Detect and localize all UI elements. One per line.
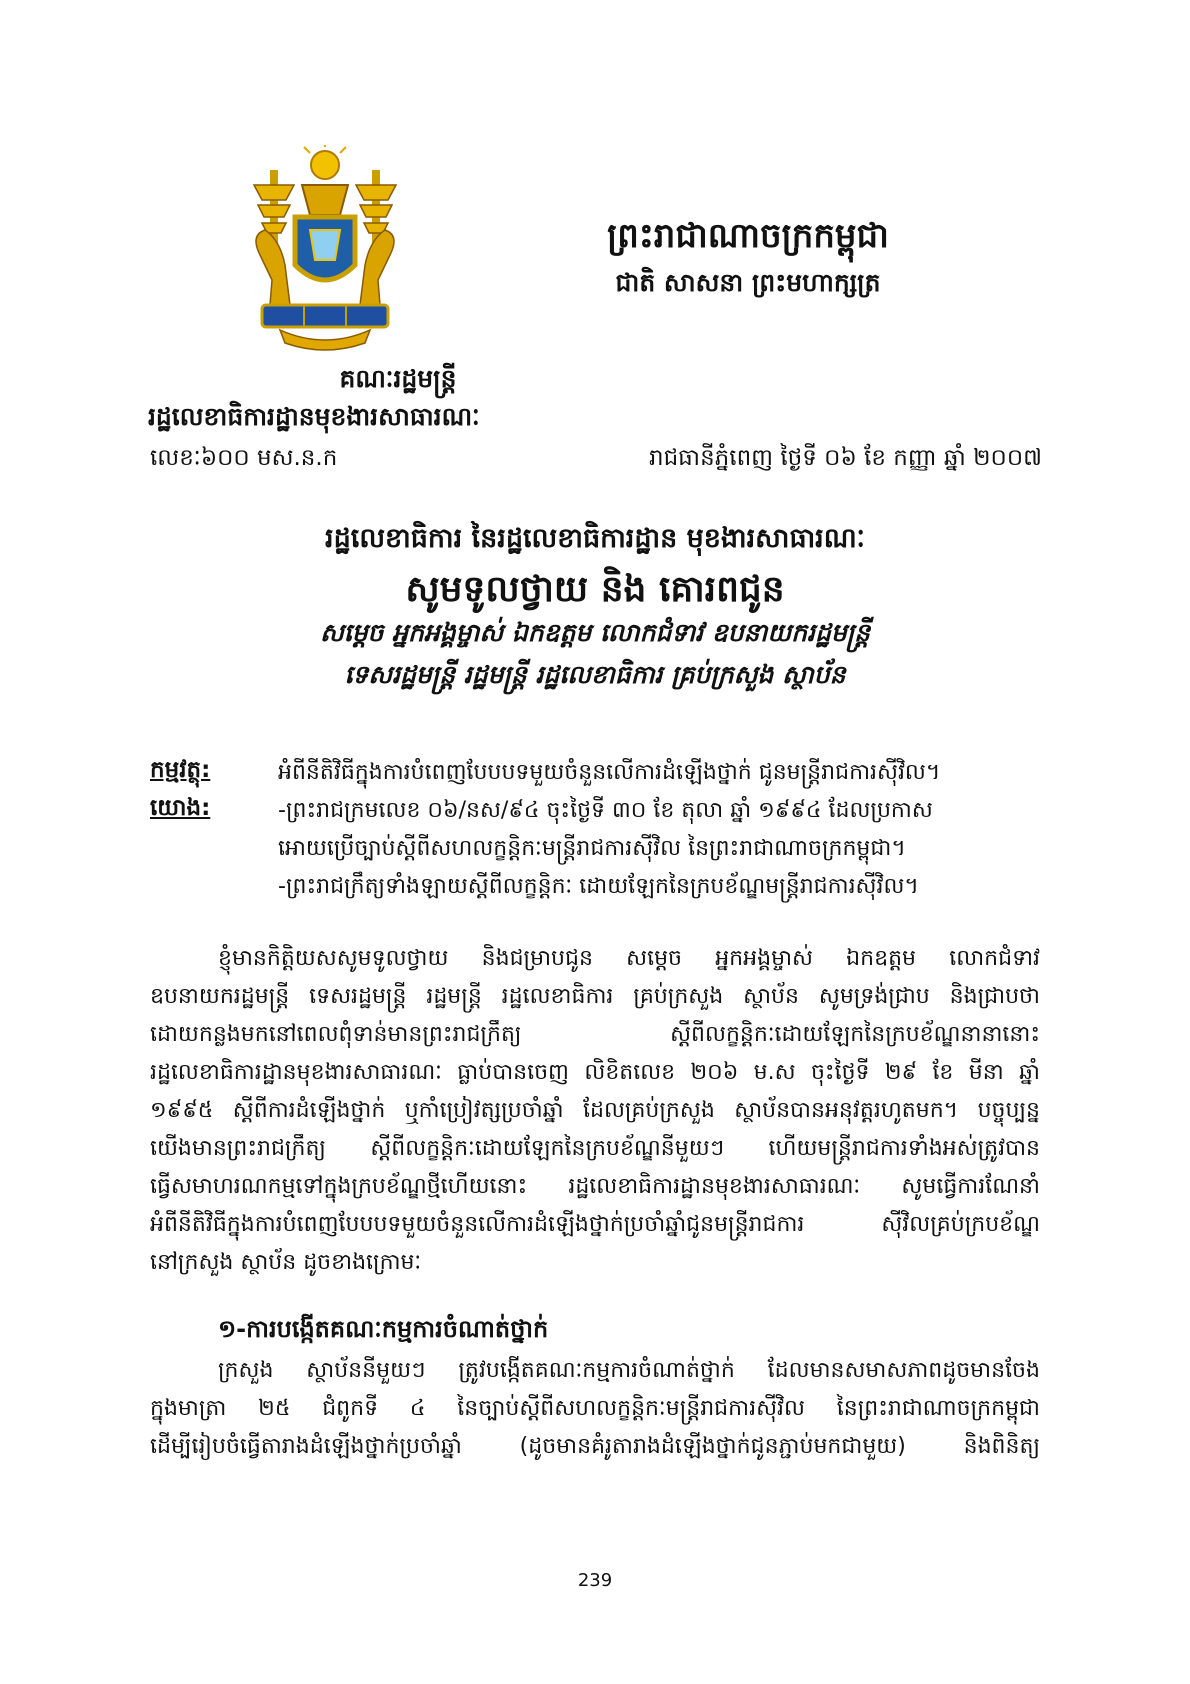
heading-salutation: សូមទូលថ្វាយ និង គោរពជូន — [405, 569, 785, 610]
body-line: អំពីនីតិវិធីក្នុងការបំពេញបែបបទមួយចំនួនលើការដំឡើងថ្នាក់ប្រចាំឆ្នាំជូនមន្ត្រីរាជការ ស៊ីវិលគ្រប់ក្របខ័ណ្ឌ — [150, 1212, 1040, 1237]
reference-line-1: -ព្រះរាជក្រមលេខ ០៦/នស/៩៤ ចុះថ្ងៃទី ៣០ ខែ តុលា ឆ្នាំ ១៩៩៤ ដែលប្រកាស — [278, 798, 933, 823]
body-line: នៅក្រសួង ស្ថាប័ន ដូចខាងក្រោមៈ — [150, 1250, 422, 1275]
body-line: រដ្ឋលេខាធិការដ្ឋានមុខងារសាធារណៈ ធ្លាប់បានចេញ លិខិតលេខ ២០៦ ម.ស ចុះថ្ងៃទី ២៩ ខែ មីនា ឆ្នាំ — [150, 1060, 1040, 1085]
reference-label: យោង: — [150, 795, 211, 821]
page-number: 239 — [577, 1570, 613, 1591]
reference-line-3: -ព្រះរាជក្រឹត្យទាំងឡាយស្តីពីលក្ខន្តិកៈ ដោយឡែកនៃក្របខ័ណ្ឌមន្ត្រីរាជការស៊ីវិល។ — [278, 874, 919, 899]
heading-addressees-1: សម្តេច អ្នកអង្គម្ចាស់ ឯកឧត្តម លោកជំទាវ ឧបនាយករដ្ឋមន្ត្រី — [319, 618, 871, 647]
body-line: ធ្វើសមាហរណកម្មទៅក្នុងក្របខ័ណ្ឌថ្មីហើយនោះ រដ្ឋលេខាធិការដ្ឋានមុខងារសាធារណៈ សូមធ្វើការណែនាំ — [150, 1174, 1040, 1199]
body-line: ដោយកន្លងមកនៅពេលពុំទាន់មានព្រះរាជក្រឹត្យ ស្តីពីលក្ខន្តិកៈដោយឡែកនៃក្របខ័ណ្ឌនានានោះ — [150, 1022, 1040, 1047]
body-line: ១៩៩៥ ស្តីពីការដំឡើងថ្នាក់ ឬកាំប្រៀវត្សប្រចាំឆ្នាំ ដែលគ្រប់ក្រសួង ស្ថាប័នបានអនុវត្តរហូតមក។ បច្ចុប្បន្ន — [150, 1098, 1040, 1123]
heading-addressees-2: ទេសរដ្ឋមន្ត្រី រដ្ឋមន្ត្រី រដ្ឋលេខាធិការ គ្រប់ក្រសួង ស្ថាប័ន — [344, 660, 846, 689]
date-line: រាជធានីភ្នំពេញ ថ្ងៃទី ០៦ ខែ កញ្ញា ឆ្នាំ ២០០៧ — [648, 445, 1042, 471]
body-line: យើងមានព្រះរាជក្រឹត្យ ស្តីពីលក្ខន្តិកៈដោយឡែកនៃក្របខ័ណ្ឌនីមួយៗ ហើយមន្ត្រីរាជការទាំងអស់ត្រូវបាន — [150, 1136, 1040, 1161]
kingdom-name: ព្រះរាជាណាចក្រកម្ពុជា — [607, 216, 889, 256]
emblem-graphic — [240, 145, 410, 355]
reference-number: លេខៈ៦០០ មស.ន.ក — [150, 445, 338, 471]
reference-line-2: អោយប្រើច្បាប់ស្តីពីសហលក្ខន្តិកៈមន្ត្រីរាជការស៊ីវិល នៃព្រះរាជាណាចក្រកម្ពុជា។ — [278, 836, 906, 861]
royal-arms-of-cambodia-icon — [240, 145, 410, 355]
section-1-line: ក្នុងមាត្រា ២៥ ជំពូកទី ៤ នៃច្បាប់ស្តីពីសហលក្ខន្តិកៈមន្ត្រីរាជការស៊ីវិល នៃព្រះរាជាណាចក្រកម្ពុជា — [150, 1396, 1040, 1421]
council-of-ministers: គណៈរដ្ឋមន្ត្រី — [339, 364, 457, 393]
section-1-line: ក្រសួង ស្ថាប័ននីមួយៗ ត្រូវបង្កើតគណៈកម្មការចំណាត់ថ្នាក់ ដែលមានសមាសភាពដូចមានចែង — [218, 1358, 1040, 1383]
section-1-title: ១-ការបង្កើតគណៈកម្មការចំណាត់ថ្នាក់ — [218, 1315, 549, 1343]
subject-text: អំពីនីតិវិធីក្នុងការបំពេញបែបបទមួយចំនួនលើការដំឡើងថ្នាក់ ជូនមន្ត្រីរាជការស៊ីវិល។ — [278, 760, 941, 785]
body-line: ឧបនាយករដ្ឋមន្ត្រី ទេសរដ្ឋមន្ត្រី រដ្ឋមន្ត្រី រដ្ឋលេខាធិការ គ្រប់ក្រសួង ស្ថាប័ន សូមទ្រង់ជ្រាប និងជ្រាបថា — [150, 984, 1040, 1009]
body-line: ខ្ញុំមានកិត្តិយសសូមទូលថ្វាយ និងជម្រាបជូន សម្តេច អ្នកអង្គម្ចាស់ ឯកឧត្តម លោកជំទាវ — [218, 946, 1040, 971]
section-1-line: ដើម្បីរៀបចំធ្វើតារាងដំឡើងថ្នាក់ប្រចាំឆ្នាំ (ដូចមានគំរូតារាងដំឡើងថ្នាក់ជូនភ្ជាប់មកជាមួយ) និងពិនិត្យ — [150, 1434, 1040, 1459]
heading-sender: រដ្ឋលេខាធិការ នៃរដ្ឋលេខាធិការដ្ឋាន មុខងារសាធារណៈ — [325, 523, 865, 554]
subject-label: កម្មវត្ថុ: — [150, 757, 211, 783]
national-motto: ជាតិ សាសនា ព្រះមហាក្សត្រ — [615, 268, 881, 297]
secretariat-name: រដ្ឋលេខាធិការដ្ឋានមុខងារសាធារណៈ — [148, 402, 480, 431]
